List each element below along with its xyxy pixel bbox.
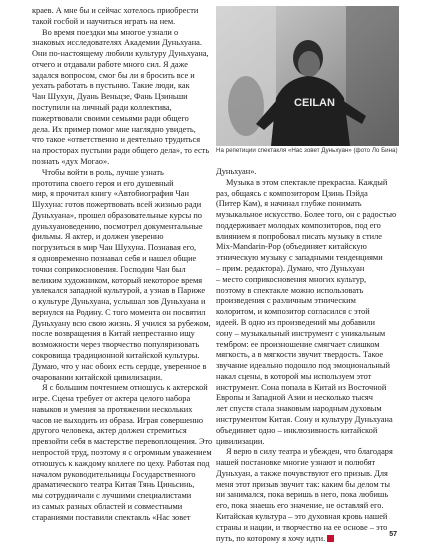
text-line: колоритом, и композитор согласился с этой xyxy=(216,307,370,317)
paragraph xyxy=(32,383,213,523)
text-line: Европы и Западной Азии и несколько тысяч xyxy=(216,393,373,403)
text-line: я одновременно познавал себя и нашел общие xyxy=(32,253,197,263)
text-line: мягкость, а в мягкости звучит твердость. Такое xyxy=(216,350,384,360)
text-line: инструментом Китая. Сону и культуру Дуньхуана xyxy=(216,414,393,424)
text-line: знаковых исследователях Академии Дуньхуана. xyxy=(32,38,202,48)
text-line: возможности через творчество популяризовать xyxy=(32,340,200,350)
text-line: Я верю в силу театра и убежден, что благодаря xyxy=(226,447,393,457)
text-line: дела. Их пример помог мне наглядно увидеть, xyxy=(32,124,196,134)
text-line: пожертвовали своими семьями ради общего xyxy=(32,113,189,123)
left-column xyxy=(32,6,213,524)
text-line: Чтобы войти в роль, лучше узнать xyxy=(42,167,164,177)
text-line: поступили на личный ради коллектива, xyxy=(32,103,172,113)
text-line: прототипа своего героя и его душевный xyxy=(32,178,174,188)
text-line: (Питер Кам), я начинал глубже понимать xyxy=(216,199,362,209)
text-line: сону – музыкальный инструмент с уникальным xyxy=(216,328,386,338)
text-line: познать «дух Могао». xyxy=(32,156,110,166)
text-line: его, пока знаешь его значение, не оставляй его. xyxy=(216,501,384,511)
text-line: ни занимался, пока веришь в него, пока любишь xyxy=(216,490,389,500)
text-line: задался вопросом, смог бы ли я бросить все и xyxy=(32,70,195,80)
text-line: навыков и умения за протяжении нескольких xyxy=(32,404,193,414)
text-line: увлекался западной культурой, а узнав в Париже xyxy=(32,286,206,296)
text-line: сокровища традиционной китайской культуры. xyxy=(32,351,200,360)
text-line: из самых разных областей и совместными xyxy=(32,501,183,511)
text-line: фильмы. Я актер, и должен уверенно xyxy=(32,232,164,242)
jacket-lettering: CEILAN xyxy=(294,97,335,109)
text-line: Чан Шухун, Дуань Веньцзе, Фань Цзиньши xyxy=(32,92,188,102)
text-line: о культуре Дуньхуана, услышал зов Дуньхуана и xyxy=(32,297,206,307)
text-line: – место соприкосновения многих культур, xyxy=(216,274,367,284)
text-line: музыкальное искусство. Более того, он с радостью xyxy=(216,210,397,220)
text-line: драматического театра Китая Тянь Циньсинь, xyxy=(32,480,195,490)
text-line: непростой труд, поэтому я с огромным уважением xyxy=(32,448,212,458)
text-line: Дуньхуану всю свою жизнь. Я учился за рубежом, xyxy=(32,318,211,328)
text-line: после возвращения в Китай непрестанно ищу xyxy=(32,329,195,339)
paragraph xyxy=(32,28,210,168)
text-line: началом руководительницы Государственного xyxy=(32,469,196,479)
text-line: Думаю, что у нас обоих есть сердце, уверенное в xyxy=(32,361,207,371)
text-line: превзойти себя в мастерстве перевоплощения. Это xyxy=(32,437,213,447)
photo-caption: На репетиции спектакля «Нас зовет Дуньхуан» (фото Ло Бина) xyxy=(216,147,398,154)
text-line: влиянием я попробовал писать музыку в стиле xyxy=(216,231,382,241)
text-line: Китайская культура – это духовная кровь нашей xyxy=(216,512,388,521)
text-line: часов не выходить из образа. Играя совершенно xyxy=(32,415,204,425)
text-line: цивилизации. xyxy=(216,436,265,446)
rehearsal-photo xyxy=(216,6,399,146)
text-line: поддерживает молодых композиторов, под его xyxy=(216,220,381,230)
text-line: краев. А мне бы и сейчас хотелось приобрести xyxy=(32,6,199,15)
text-line: объединяет одно – инклюзивность китайской xyxy=(216,425,378,435)
text-line: Дуньхуан». xyxy=(216,167,257,176)
text-line: Во время поездки мы многое узнали о xyxy=(42,27,179,37)
text-line: мир, я прочитал книгу «Автобиография Чан xyxy=(32,189,189,199)
text-line: великим художником, который некоторое время xyxy=(32,275,203,285)
text-line: на просторах пустыни ради общего дела», то есть xyxy=(32,146,210,156)
text-line: очаровании китайской цивилизации. xyxy=(32,372,163,382)
text-line: Дуньхуана», прошел образовательные курсы по xyxy=(32,210,202,220)
text-line: Я с большим почтением отношусь к актерской xyxy=(42,383,208,393)
text-line: уехать работать в пустыню. Такие люди, как xyxy=(32,81,190,91)
paragraph xyxy=(32,168,210,384)
text-line: идеей. В одно из произведений мы добавили xyxy=(216,317,376,327)
text-line: меня этот призыв звучит так: каким бы делом ты xyxy=(216,479,390,489)
text-line: игре. Сцена требует от актера целого набора xyxy=(32,394,191,404)
text-line: инструмент. Сона попала в Китай из Восточной xyxy=(216,382,387,392)
text-line: накал сцены, в которой мы используем этот xyxy=(216,371,372,381)
text-line: Дуньхуан, а также почувствуют его призыв. Для xyxy=(216,468,388,478)
text-line: нашей постановке многие узнают и полюбят xyxy=(216,458,376,468)
text-line: раз, общаясь с композитором Цзинь Пэйда xyxy=(216,188,368,198)
right-column xyxy=(216,167,396,544)
text-line: отчего и отдавали работе много сил. Я даже xyxy=(32,59,188,69)
page-number: 57 xyxy=(389,531,397,538)
text-line: вернулся на Родину. С того момента он посвятил xyxy=(32,307,206,317)
paragraph xyxy=(216,178,396,448)
text-line: что такое «ответственно и деятельно трудиться xyxy=(32,135,201,145)
text-line: другого человека, актер должен стремиться xyxy=(32,426,187,436)
text-line: дуньхуановедению, посмотрел документальные xyxy=(32,221,203,231)
text-line: мы сотрудничали с лучшими специалистами xyxy=(32,491,192,501)
text-line: стараниями поставили спектакль «Нас зовет xyxy=(32,512,191,522)
text-line: Музыка в этом спектакле прекрасна. Каждый xyxy=(226,177,388,187)
text-line: тембром: ее произношение смягчает слишком xyxy=(216,339,380,349)
text-line: этническую музыку с западными тенденциями xyxy=(216,253,383,263)
end-of-article-icon xyxy=(327,535,334,542)
text-line: лет спустя стала знаковым народным духовым xyxy=(216,404,382,414)
paragraph xyxy=(216,167,396,178)
text-line: Они по-настоящему любили культуру Дуньхуана, xyxy=(32,49,209,59)
text-line: страны и нации, и творчество на ее основе – это xyxy=(216,522,388,532)
text-line: отношусь к каждому коллеге по цеху. Работая под xyxy=(32,458,210,468)
text-line: погрузиться в мир Чан Шухуна. Познавая его, xyxy=(32,243,197,253)
photo-image xyxy=(216,6,399,146)
text-line: Шухуна: готов пожертвовать всей жизнью ради xyxy=(32,200,202,210)
paragraph xyxy=(216,447,396,544)
text-line: произведения с различным этническим xyxy=(216,296,356,306)
text-line: звучание идеально подошло под эмоциональный xyxy=(216,361,390,371)
text-line: поэтому в спектакле можно использовать xyxy=(216,285,364,295)
text-line: путь, по которому я хочу идти. xyxy=(216,534,396,545)
text-line: Mix-Mandarin-Pop (объединяет китайскую xyxy=(216,242,367,252)
text-line: такой госбой и научиться играть на нем. xyxy=(32,16,176,26)
text-line: точки соприкосновения. Господин Чан был xyxy=(32,264,186,274)
paragraph xyxy=(32,6,210,28)
text-line: – прим. редактора). Думаю, что Дуньхуан xyxy=(216,264,365,274)
